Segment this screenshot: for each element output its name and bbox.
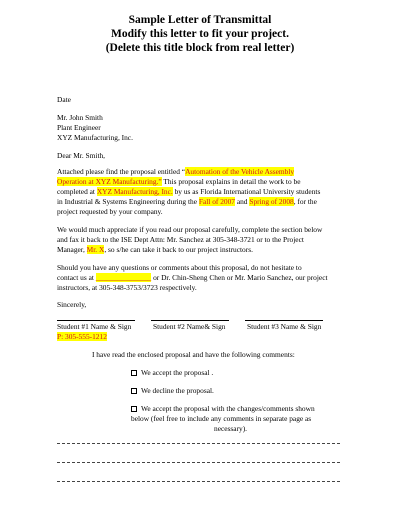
signature-label: Student #1 Name & Sign	[57, 322, 132, 331]
option-accept-with-changes[interactable]	[131, 404, 315, 414]
paragraph-line	[57, 187, 320, 197]
signature-line	[151, 320, 229, 321]
text-span: and	[234, 197, 250, 206]
term-highlight: Spring of 2008	[249, 197, 294, 206]
checkbox-icon[interactable]	[131, 388, 137, 394]
text-span: completed at	[57, 187, 97, 196]
text-span: , so s/he can take it back to our project instructors.	[104, 245, 253, 254]
option-label: We accept the proposal with the changes/comments shown	[141, 404, 315, 413]
paragraph-line: and fax it back to the ISE Dept Attn: Mr. Sanchez at 305-348-3721 or to the Project	[57, 235, 304, 244]
paragraph-line: We would much appreciate if you read our proposal carefully, complete the section below	[57, 225, 323, 234]
text-span: , for the	[293, 197, 317, 206]
text-span: or Dr. Chin-Sheng Chen or Mr. Mario Sanchez, our project	[151, 273, 328, 282]
signature-line	[245, 320, 323, 321]
paragraph-line	[57, 167, 294, 177]
paragraph-line: instructors, at 305-348-3753/3723 respectively.	[57, 283, 197, 292]
contact-blank: _______________	[95, 273, 152, 282]
signature-label: Student #3 Name & Sign	[247, 322, 322, 331]
recipient-title: Plant Engineer	[57, 123, 101, 132]
text-span: This proposal explains in detail the work to be	[161, 177, 301, 186]
term-highlight: Fall of 2007	[198, 197, 235, 206]
instruction-line: (Delete this title block from real letter)	[105, 42, 295, 54]
signature-label: Student #2 Name& Sign	[153, 322, 226, 331]
instruction-line: Modify this letter to fit your project.	[111, 28, 289, 40]
manager-highlight: Mr. X	[86, 245, 105, 254]
text-span: Manager,	[57, 245, 87, 254]
text-span: Attached please find the proposal entitled “	[57, 167, 186, 176]
paragraph-line: project requested by your company.	[57, 207, 163, 216]
project-title-highlight: Automation of the Vehicle Assembly	[185, 167, 295, 176]
text-span: by us as Florida International University students	[172, 187, 321, 196]
feedback-intro: I have read the enclosed proposal and have the following comments:	[92, 350, 295, 359]
recipient-name: Mr. John Smith	[57, 113, 103, 122]
option-decline[interactable]	[131, 386, 214, 396]
option-label: We accept the proposal .	[141, 368, 214, 377]
option-label-continued: necessary).	[214, 424, 248, 433]
option-label-continued: below (feel free to include any comments in separate page as	[131, 414, 312, 423]
checkbox-icon[interactable]	[131, 406, 137, 412]
option-accept[interactable]	[131, 368, 213, 378]
comment-line	[57, 462, 340, 463]
closing: Sincerely,	[57, 300, 87, 309]
checkbox-icon[interactable]	[131, 370, 137, 376]
paragraph-line	[57, 273, 328, 283]
salutation: Dear Mr. Smith,	[57, 151, 106, 160]
comment-line	[57, 481, 340, 482]
paragraph-line	[57, 197, 317, 207]
text-span: contact us at	[57, 273, 96, 282]
company-highlight: XYZ Manufacturing, Inc.	[96, 187, 173, 196]
date-label: Date	[57, 95, 71, 104]
recipient-company: XYZ Manufacturing, Inc.	[57, 133, 133, 142]
paragraph-line	[57, 245, 253, 255]
text-span: ”	[158, 177, 162, 186]
phone-highlight: P: 305-555-1212	[57, 332, 107, 341]
paragraph-line: Should you have any questions or comments about this proposal, do not hesitate to	[57, 263, 302, 272]
phone-number	[57, 332, 107, 342]
document-title: Sample Letter of Transmittal	[128, 14, 272, 26]
project-title-highlight: Operation at XYZ Manufacturing.	[57, 177, 159, 186]
signature-line	[57, 320, 135, 321]
option-label: We decline the proposal.	[141, 386, 214, 395]
text-span: in Industrial & Systems Engineering during the	[57, 197, 199, 206]
paragraph-line	[57, 177, 301, 187]
comment-line	[57, 443, 340, 444]
